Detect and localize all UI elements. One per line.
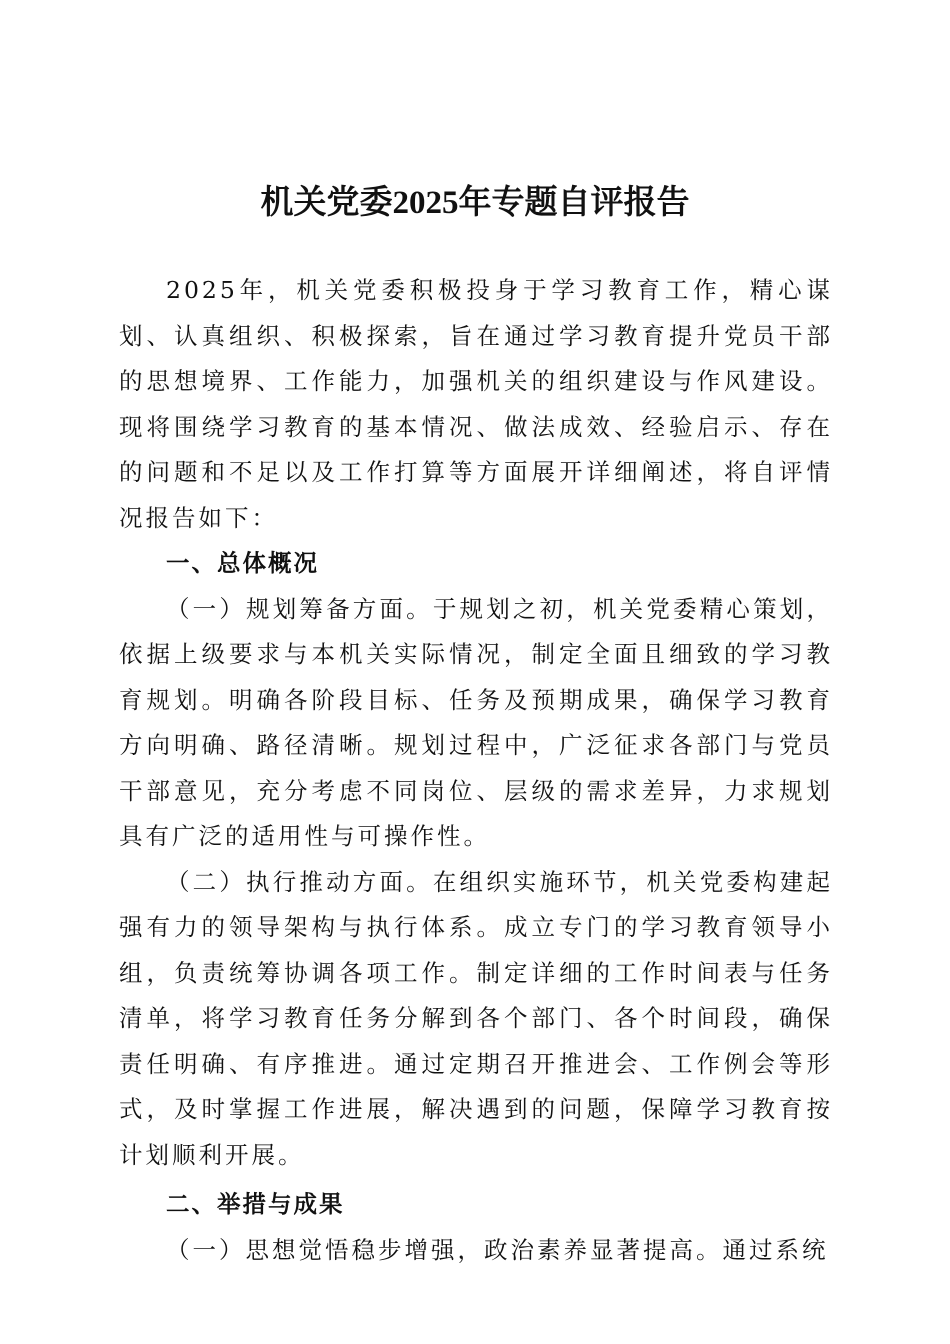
planning-paragraph: （一）规划筹备方面。于规划之初，机关党委精心策划，依据上级要求与本机关实际情况，制定全面且细致的学习教育规划。明确各阶段目标、任务及预期成果，确保学习教育方向明确、路径清晰。规划过程中，广泛征求各部门与党员干部意见，充分考虑不同岗位、层级的需求差异，力求规划具有广泛的适用性与可操作性。 [119,594,833,850]
section-heading-measures: 二、举措与成果 [166,1190,345,1218]
document-title: 机关党委2025年专题自评报告 [260,185,690,221]
intro-paragraph: 2025年，机关党委积极投身于学习教育工作，精心谋划、认真组织、积极探索，旨在通过学习教育提升党员干部的思想境界、工作能力，加强机关的组织建设与作风建设。现将围绕学习教育的基本情况、做法成效、经验启示、存在的问题和不足以及工作打算等方面展开详细阐述，将自评情况报告如下： [119,276,833,532]
ideology-paragraph: （一）思想觉悟稳步增强，政治素养显著提高。通过系统 [166,1235,829,1264]
execution-paragraph: （二）执行推动方面。在组织实施环节，机关党委构建起强有力的领导架构与执行体系。成立专门的学习教育领导小组，负责统筹协调各项工作。制定详细的工作时间表与任务清单，将学习教育任务分解到各个部门、各个时间段，确保责任明确、有序推进。通过定期召开推进会、工作例会等形式，及时掌握工作进展，解决遇到的问题，保障学习教育按计划顺利开展。 [119,867,833,1169]
document-body [119,268,833,1273]
section-heading-overview: 一、总体概况 [166,549,319,577]
